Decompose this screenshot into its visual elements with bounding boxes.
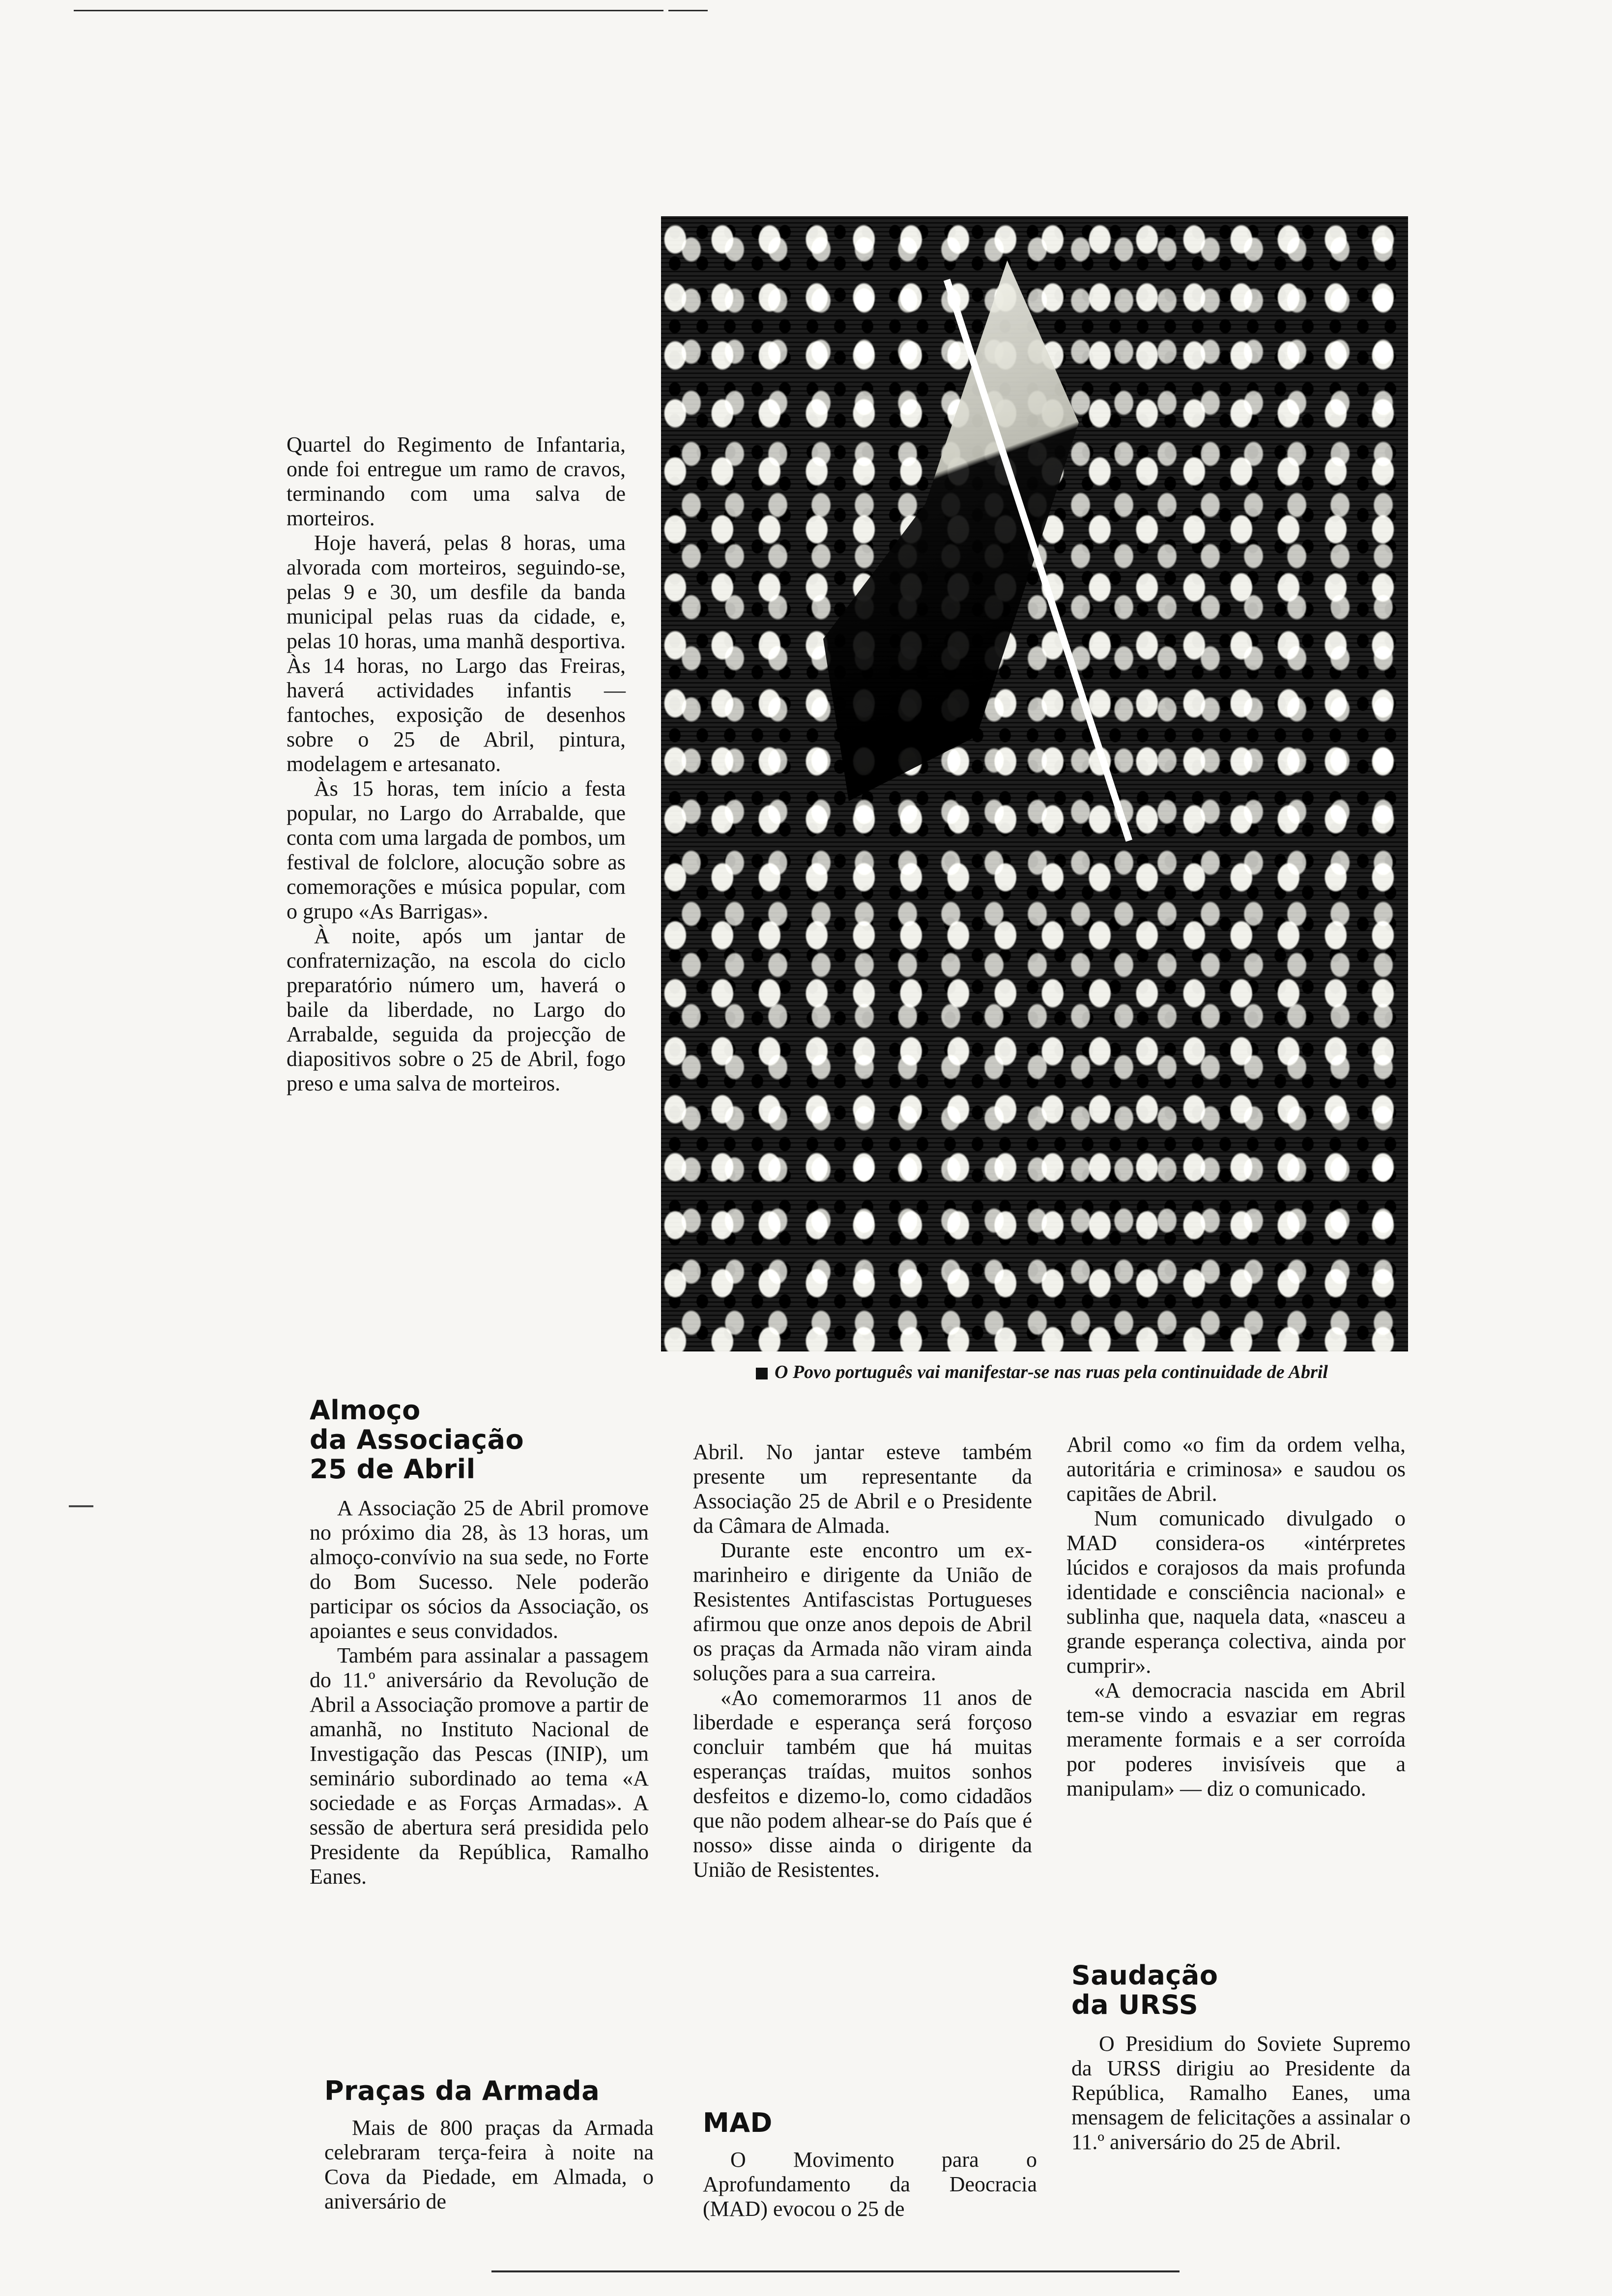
crowd-photo <box>661 216 1408 1351</box>
margin-mark <box>69 1505 93 1507</box>
photo-caption <box>678 1361 1406 1383</box>
paragraph: «A democracia nascida em Abril tem-se vindo a esvaziar em regras meramente formais e a ser corroída por poderes invisíveis que a manipulam» — diz o comunicado. <box>1066 1678 1406 1801</box>
paragraph: Quartel do Regimento de Infantaria, onde foi entregue um ramo de cravos, terminando com uma salva de morteiros. <box>287 432 626 530</box>
paragraph: O Movimento para o Aprofundamento da Deocracia (MAD) evocou o 25 de <box>703 2148 1037 2221</box>
bullet-icon <box>756 1368 768 1379</box>
column2-article <box>693 1440 1032 1882</box>
bottom-rule <box>491 2270 1180 2272</box>
section-pracas <box>324 2076 654 2214</box>
paragraph: Mais de 800 praças da Armada celebraram terça-feira à noite na Cova da Piedade, em Almada, o aniversário de <box>324 2116 654 2213</box>
section-heading: MAD <box>703 2107 773 2138</box>
paragraph: O Presidium do Soviete Supremo da URSS dirigiu ao Presidente da República, Ramalho Eanes, uma mensagem de felicitações a assinalar o 11.º aniversário do 25 de Abril. <box>1071 2032 1410 2154</box>
section-heading: 25 de Abril <box>310 1454 476 1485</box>
column3-article <box>1066 1433 1406 1801</box>
paragraph: Hoje haverá, pelas 8 horas, uma alvorada com morteiros, seguindo-se, pelas 9 e 30, um desfile da banda municipal pelas ruas da cidade, e, pelas 10 horas, uma manhã desportiva. Às 14 horas, no Largo das Freiras, haverá actividades infantis — fantoches, exposição de desenhos sobre o 25 de Abril, pintura, modelagem e artesanato. <box>287 531 626 776</box>
section-urss <box>1071 1961 1410 2154</box>
section-heading: Almoço <box>310 1395 421 1426</box>
photo-caption-text: O Povo português vai manifestar-se nas ruas pela continuidade de Abril <box>775 1362 1328 1382</box>
top-rule <box>74 10 663 11</box>
section-heading: da URSS <box>1071 1989 1199 2020</box>
paragraph: Abril. No jantar esteve também presente um representante da Associação 25 de Abril e o Presidente da Câmara de Almada. <box>693 1440 1032 1538</box>
paragraph: «Ao comemorarmos 11 anos de liberdade e esperança será forçoso concluir também que há muitas esperanças traídas, muitos sonhos desfeitos e dizemo-lo, como cidadãos que não podem alhear-se do País que é nosso» disse ainda o dirigente da União de Resistentes. <box>693 1686 1032 1882</box>
section-heading: Praças da Armada <box>324 2075 600 2106</box>
section-almoco <box>310 1396 649 1889</box>
paragraph: A Associação 25 de Abril promove no próximo dia 28, às 13 horas, um almoço-convívio na sua sede, no Forte do Bom Sucesso. Nele poderão participar os sócios da Associação, os apoiantes e seus convidados. <box>310 1496 649 1643</box>
paragraph: Num comunicado divulgado o MAD considera-os «intérpretes lúcidos e corajosos da mais profunda identidade e consciência nacional» e sublinha que, naquela data, «nasceu a grande esperança colectiva, ainda por cumprir». <box>1066 1506 1406 1678</box>
flag-shape <box>823 260 1079 801</box>
section-mad <box>703 2108 1037 2221</box>
column1-top-article <box>287 432 626 1096</box>
paragraph: À noite, após um jantar de confraternização, na escola do ciclo preparatório número um, haverá o baile da liberdade, no Largo do Arrabalde, seguida da projecção de diapositivos sobre o 25 de Abril, fogo preso e uma salva de morteiros. <box>287 924 626 1095</box>
paragraph: Abril como «o fim da ordem velha, autoritária e criminosa» e saudou os capitães de Abril. <box>1066 1433 1406 1506</box>
section-heading: Saudação <box>1071 1960 1218 1991</box>
paragraph: Às 15 horas, tem início a festa popular, no Largo do Arrabalde, que conta com uma largada de pombos, um festival de folclore, alocução sobre as comemorações e música popular, com o grupo «As Barrigas». <box>287 776 626 923</box>
top-rule-short <box>668 10 708 11</box>
paragraph: Durante este encontro um ex-marinheiro e dirigente da União de Resistentes Antifascistas Portugueses afirmou que onze anos depois de Abril os praças da Armada não viram ainda soluções para a sua carreira. <box>693 1538 1032 1685</box>
section-heading: da Associação <box>310 1424 524 1455</box>
paragraph: Também para assinalar a passagem do 11.º aniversário da Revolução de Abril a Associação promove a partir de amanhã, no Instituto Nacional de Investigação das Pescas (INIP), um seminário subordinado ao tema «A sociedade e as Forças Armadas». A sessão de abertura será presidida pelo Presidente da República, Ramalho Eanes. <box>310 1643 649 1889</box>
